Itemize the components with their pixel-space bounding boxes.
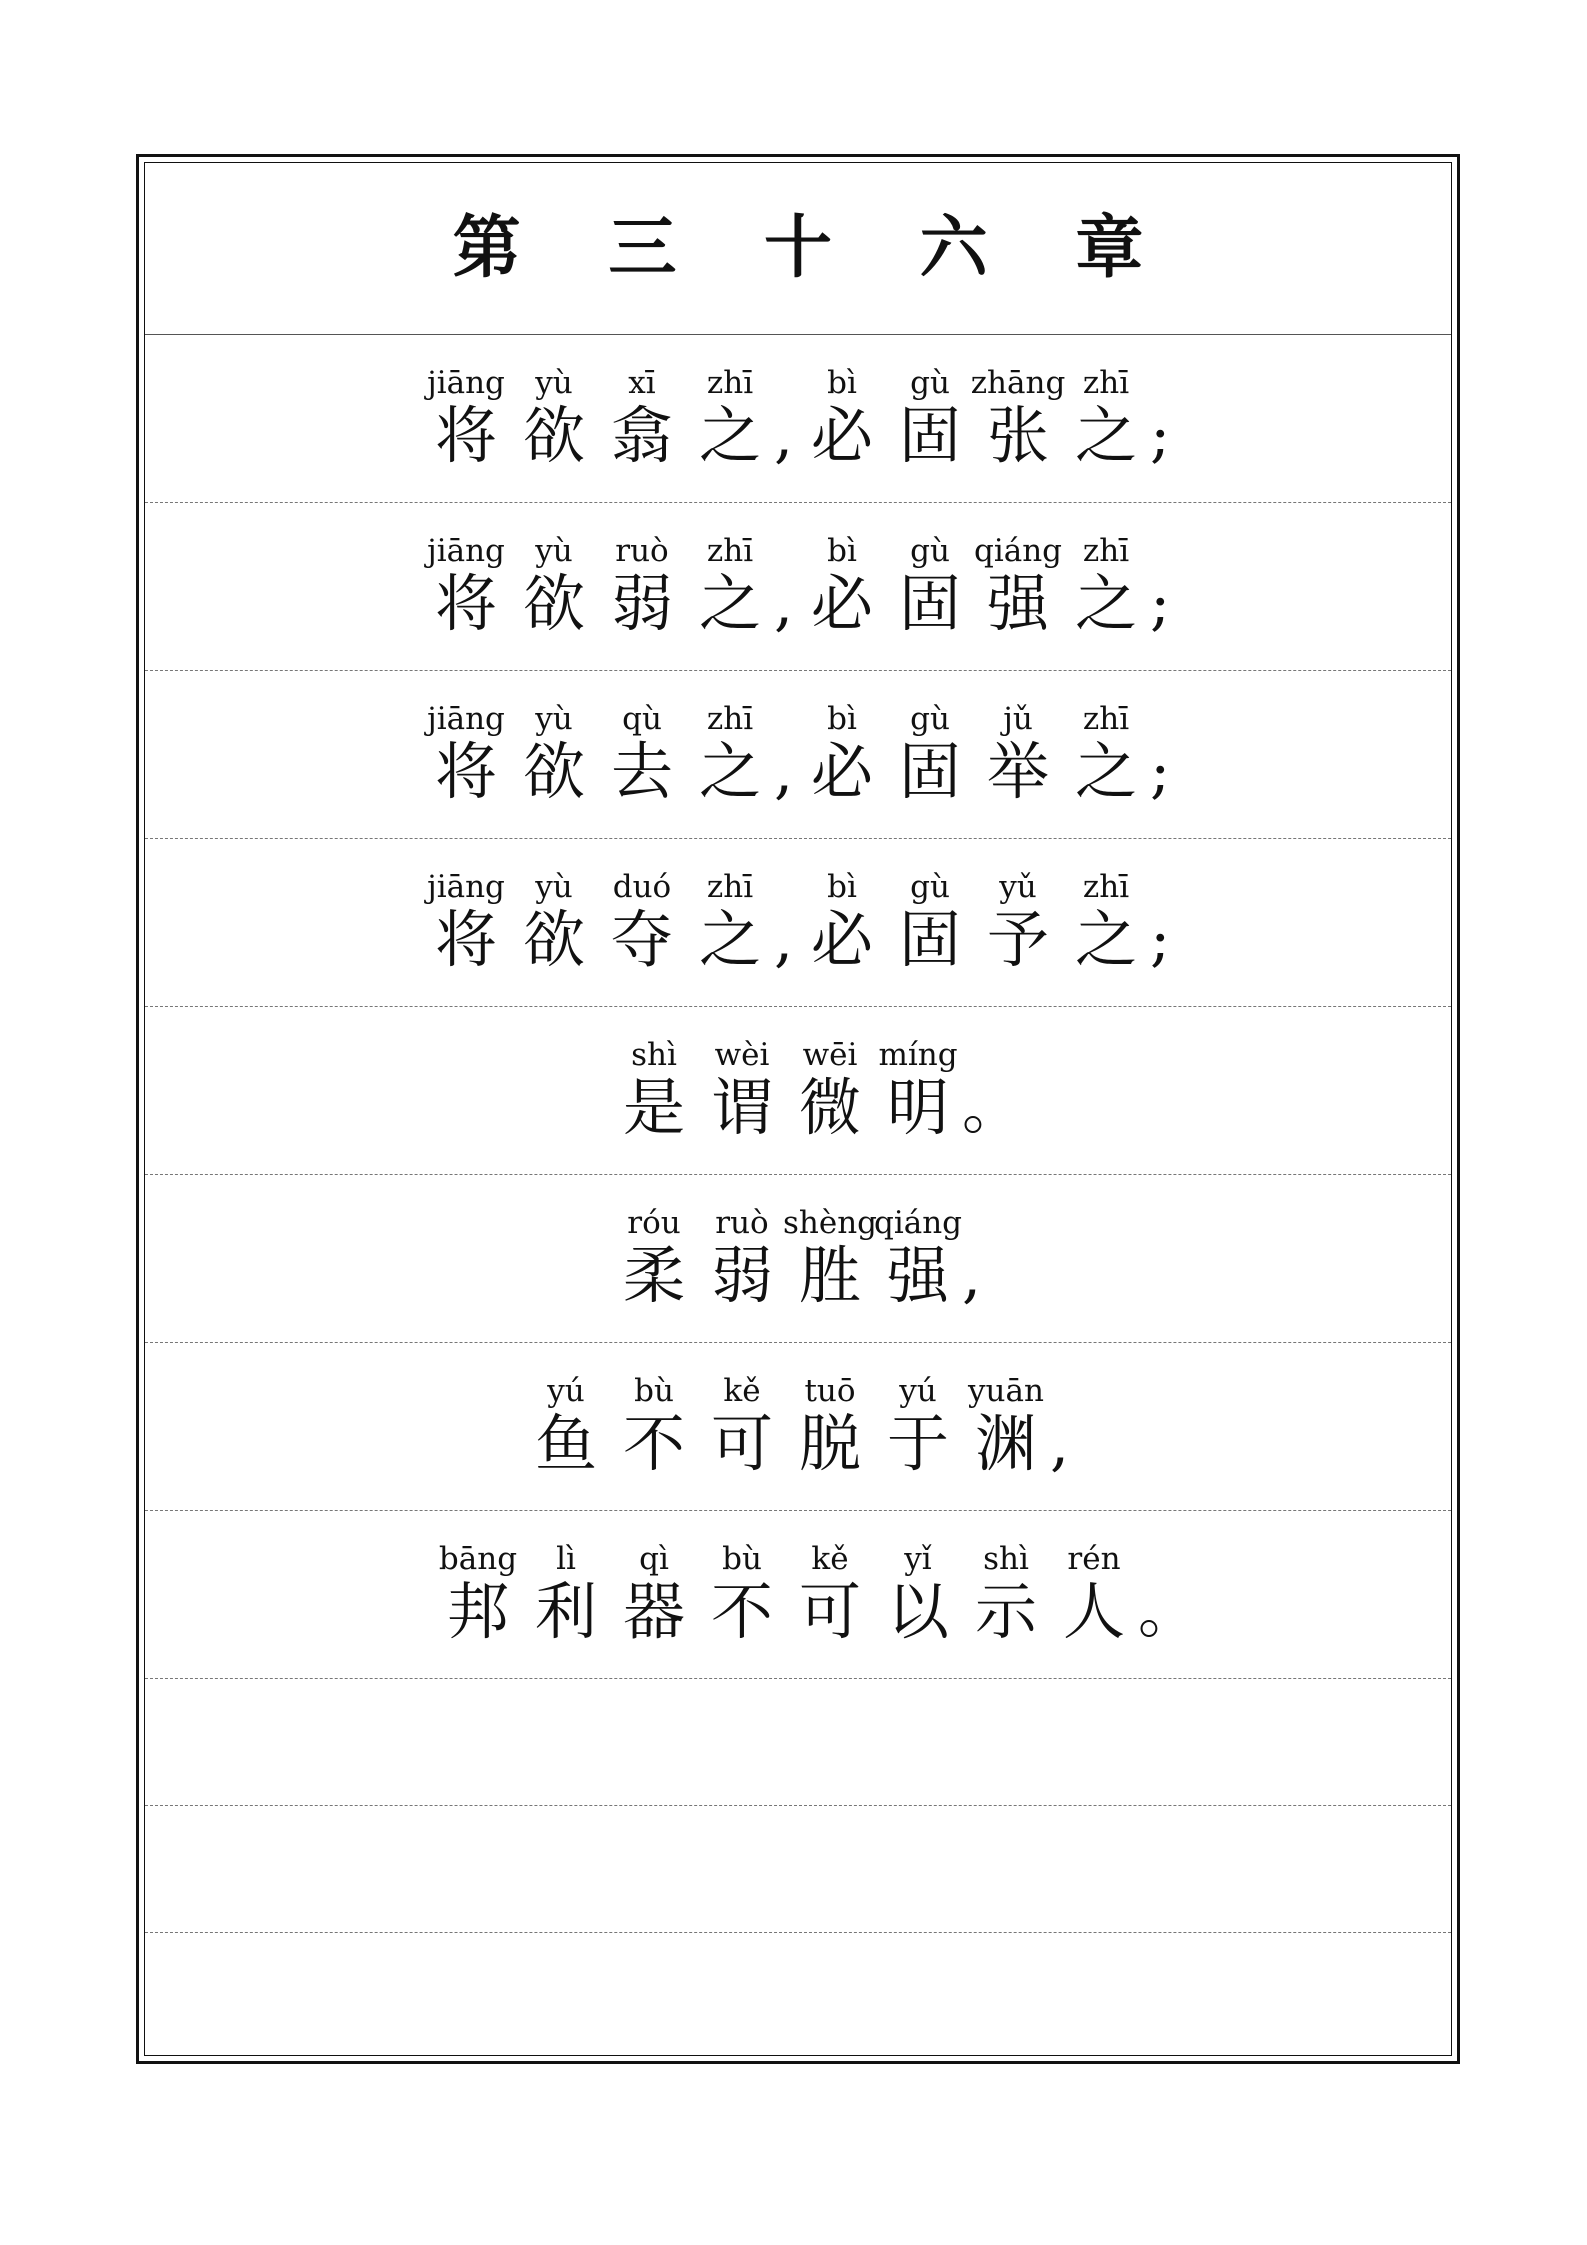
verse-line (145, 1541, 1451, 1647)
hanzi: 固 (898, 399, 961, 472)
punctuation: 。 (1138, 1577, 1198, 1647)
pinyin: xī (628, 365, 656, 401)
character-with-pinyin (434, 1541, 522, 1647)
verse-row (145, 503, 1451, 671)
verse-lines (145, 335, 1451, 2060)
character-with-pinyin (686, 365, 774, 471)
pinyin: qiáng (973, 533, 1063, 569)
pinyin: yú (899, 1373, 937, 1409)
character-with-pinyin (598, 533, 686, 639)
pinyin: wēi (802, 1037, 858, 1073)
pinyin: zhī (706, 701, 754, 737)
pinyin: zhī (706, 869, 754, 905)
hanzi: 欲 (522, 567, 585, 640)
hanzi: 不 (622, 1407, 685, 1480)
character-with-pinyin (522, 1373, 610, 1479)
hanzi: 夺 (610, 903, 673, 976)
verse-row (145, 1175, 1451, 1343)
character-with-pinyin (598, 365, 686, 471)
character-with-pinyin (686, 869, 774, 975)
hanzi: 示 (974, 1575, 1037, 1648)
character-with-pinyin (610, 1037, 698, 1143)
hanzi: 欲 (522, 735, 585, 808)
verse-row (145, 1007, 1451, 1175)
hanzi: 必 (810, 399, 873, 472)
hanzi: 固 (898, 735, 961, 808)
hanzi: 于 (886, 1407, 949, 1480)
character-with-pinyin (698, 1205, 786, 1311)
hanzi: 柔 (622, 1239, 685, 1312)
pinyin: wèi (714, 1037, 770, 1073)
character-with-pinyin (698, 1541, 786, 1647)
character-with-pinyin (970, 365, 1066, 472)
title-row (145, 163, 1451, 335)
pinyin: ruò (715, 1205, 769, 1241)
pinyin: gù (910, 365, 950, 401)
character-with-pinyin (886, 365, 974, 471)
punctuation: ; (1150, 569, 1171, 639)
character-with-pinyin (598, 701, 686, 807)
pinyin: yǐ (904, 1541, 932, 1577)
punctuation: , (1050, 1409, 1070, 1479)
hanzi: 微 (798, 1071, 861, 1144)
character-with-pinyin (798, 365, 886, 471)
hanzi: 之 (1074, 399, 1137, 472)
verse-line (145, 869, 1451, 975)
character-with-pinyin (510, 869, 598, 975)
hanzi: 弱 (610, 567, 673, 640)
blank-row (145, 1933, 1451, 2060)
hanzi: 鱼 (534, 1407, 597, 1480)
hanzi: 是 (622, 1071, 685, 1144)
pinyin: yú (547, 1373, 585, 1409)
hanzi: 固 (898, 567, 961, 640)
character-with-pinyin (974, 533, 1062, 639)
chapter-title: 第 三 十 六 章 (452, 208, 1176, 288)
punctuation: ; (1150, 737, 1171, 807)
character-with-pinyin (422, 533, 510, 639)
character-with-pinyin (1062, 869, 1150, 975)
hanzi: 举 (986, 735, 1049, 808)
verse-line (145, 365, 1451, 471)
character-with-pinyin (1062, 701, 1150, 807)
hanzi: 必 (810, 567, 873, 640)
pinyin: míng (878, 1037, 958, 1073)
pinyin: shì (631, 1037, 677, 1073)
hanzi: 将 (434, 399, 497, 472)
hanzi: 之 (1074, 567, 1137, 640)
verse-line (145, 533, 1451, 639)
pinyin: gù (910, 869, 950, 905)
pinyin: jiāng (427, 365, 505, 401)
character-with-pinyin (610, 1205, 698, 1311)
hanzi: 利 (534, 1575, 597, 1648)
pinyin: kě (811, 1541, 849, 1577)
character-with-pinyin (962, 1541, 1050, 1647)
pinyin: yǔ (999, 869, 1037, 905)
verse-line (145, 1037, 1451, 1143)
pinyin: jǔ (1003, 701, 1033, 737)
pinyin: qiáng (873, 1205, 963, 1241)
hanzi: 可 (798, 1575, 861, 1648)
character-with-pinyin (698, 1373, 786, 1479)
pinyin: duó (612, 869, 672, 905)
pinyin: gù (910, 533, 950, 569)
hanzi: 之 (1074, 903, 1137, 976)
pinyin: gù (910, 701, 950, 737)
hanzi: 之 (698, 567, 761, 640)
pinyin: jiāng (427, 533, 505, 569)
verse-row (145, 1343, 1451, 1511)
page-frame (136, 154, 1460, 2064)
punctuation: 。 (962, 1073, 1022, 1143)
pinyin: bì (827, 701, 857, 737)
punctuation: , (774, 401, 794, 471)
pinyin: zhāng (970, 365, 1066, 401)
pinyin: kě (723, 1373, 761, 1409)
page-inner-border (144, 162, 1452, 2056)
pinyin: bì (827, 869, 857, 905)
hanzi: 必 (810, 735, 873, 808)
character-with-pinyin (686, 533, 774, 639)
verse-line (145, 1205, 1451, 1311)
pinyin: bāng (438, 1541, 518, 1577)
character-with-pinyin (782, 1205, 878, 1312)
character-with-pinyin (886, 533, 974, 639)
pinyin: ruò (615, 533, 669, 569)
pinyin: yù (535, 533, 573, 569)
hanzi: 强 (886, 1239, 949, 1312)
pinyin: zhī (1082, 365, 1130, 401)
character-with-pinyin (422, 701, 510, 807)
verse-row (145, 335, 1451, 503)
character-with-pinyin (974, 869, 1062, 975)
pinyin: jiāng (427, 701, 505, 737)
hanzi: 邦 (446, 1575, 509, 1648)
hanzi: 张 (986, 399, 1049, 472)
hanzi: 谓 (710, 1071, 773, 1144)
hanzi: 将 (434, 735, 497, 808)
character-with-pinyin (798, 533, 886, 639)
pinyin: bù (722, 1541, 762, 1577)
hanzi: 明 (886, 1071, 949, 1144)
hanzi: 脱 (798, 1407, 861, 1480)
character-with-pinyin (786, 1037, 874, 1143)
character-with-pinyin (1050, 1541, 1138, 1647)
pinyin: yuān (968, 1373, 1044, 1409)
hanzi: 强 (986, 567, 1049, 640)
hanzi: 将 (434, 567, 497, 640)
punctuation: , (774, 905, 794, 975)
character-with-pinyin (422, 869, 510, 975)
pinyin: zhī (706, 533, 754, 569)
character-with-pinyin (522, 1541, 610, 1647)
punctuation: ; (1150, 401, 1171, 471)
character-with-pinyin (798, 869, 886, 975)
hanzi: 之 (1074, 735, 1137, 808)
pinyin: yù (535, 869, 573, 905)
character-with-pinyin (510, 365, 598, 471)
pinyin: qì (639, 1541, 669, 1577)
punctuation: ; (1150, 905, 1171, 975)
character-with-pinyin (698, 1037, 786, 1143)
pinyin: zhī (1082, 869, 1130, 905)
hanzi: 之 (698, 399, 761, 472)
pinyin: qù (622, 701, 662, 737)
character-with-pinyin (1062, 365, 1150, 471)
verse-line (145, 701, 1451, 807)
verse-row (145, 671, 1451, 839)
character-with-pinyin (686, 701, 774, 807)
pinyin: tuō (804, 1373, 856, 1409)
blank-row (145, 1806, 1451, 1933)
pinyin: rén (1067, 1541, 1121, 1577)
character-with-pinyin (874, 1205, 962, 1311)
character-with-pinyin (874, 1373, 962, 1479)
character-with-pinyin (886, 869, 974, 975)
hanzi: 将 (434, 903, 497, 976)
character-with-pinyin (598, 869, 686, 975)
character-with-pinyin (610, 1373, 698, 1479)
hanzi: 必 (810, 903, 873, 976)
hanzi: 可 (710, 1407, 773, 1480)
pinyin: bù (634, 1373, 674, 1409)
hanzi: 予 (986, 903, 1049, 976)
hanzi: 翕 (610, 399, 673, 472)
hanzi: 之 (698, 903, 761, 976)
character-with-pinyin (510, 533, 598, 639)
pinyin: shèng (782, 1205, 878, 1241)
pinyin: zhī (1082, 701, 1130, 737)
hanzi: 器 (622, 1575, 685, 1648)
character-with-pinyin (874, 1541, 962, 1647)
character-with-pinyin (886, 701, 974, 807)
pinyin: zhī (1082, 533, 1130, 569)
character-with-pinyin (786, 1373, 874, 1479)
punctuation: , (774, 569, 794, 639)
hanzi: 去 (610, 735, 673, 808)
verse-line (145, 1373, 1451, 1479)
hanzi: 欲 (522, 903, 585, 976)
character-with-pinyin (974, 701, 1062, 807)
blank-row (145, 1679, 1451, 1806)
character-with-pinyin (786, 1541, 874, 1647)
pinyin: yù (535, 365, 573, 401)
punctuation: , (962, 1241, 982, 1311)
hanzi: 不 (710, 1575, 773, 1648)
hanzi: 弱 (710, 1239, 773, 1312)
pinyin: bì (827, 365, 857, 401)
hanzi: 以 (886, 1575, 949, 1648)
punctuation: , (774, 737, 794, 807)
pinyin: lì (556, 1541, 576, 1577)
hanzi: 人 (1062, 1575, 1125, 1648)
pinyin: shì (983, 1541, 1029, 1577)
hanzi: 之 (698, 735, 761, 808)
verse-row (145, 839, 1451, 1007)
pinyin: yù (535, 701, 573, 737)
character-with-pinyin (510, 701, 598, 807)
pinyin: zhī (706, 365, 754, 401)
hanzi: 渊 (974, 1407, 1037, 1480)
hanzi: 胜 (798, 1239, 861, 1312)
pinyin: bì (827, 533, 857, 569)
character-with-pinyin (422, 365, 510, 471)
hanzi: 欲 (522, 399, 585, 472)
character-with-pinyin (874, 1037, 962, 1143)
character-with-pinyin (610, 1541, 698, 1647)
hanzi: 固 (898, 903, 961, 976)
verse-row (145, 1511, 1451, 1679)
pinyin: jiāng (427, 869, 505, 905)
character-with-pinyin (798, 701, 886, 807)
character-with-pinyin (962, 1373, 1050, 1479)
pinyin: róu (627, 1205, 681, 1241)
character-with-pinyin (1062, 533, 1150, 639)
